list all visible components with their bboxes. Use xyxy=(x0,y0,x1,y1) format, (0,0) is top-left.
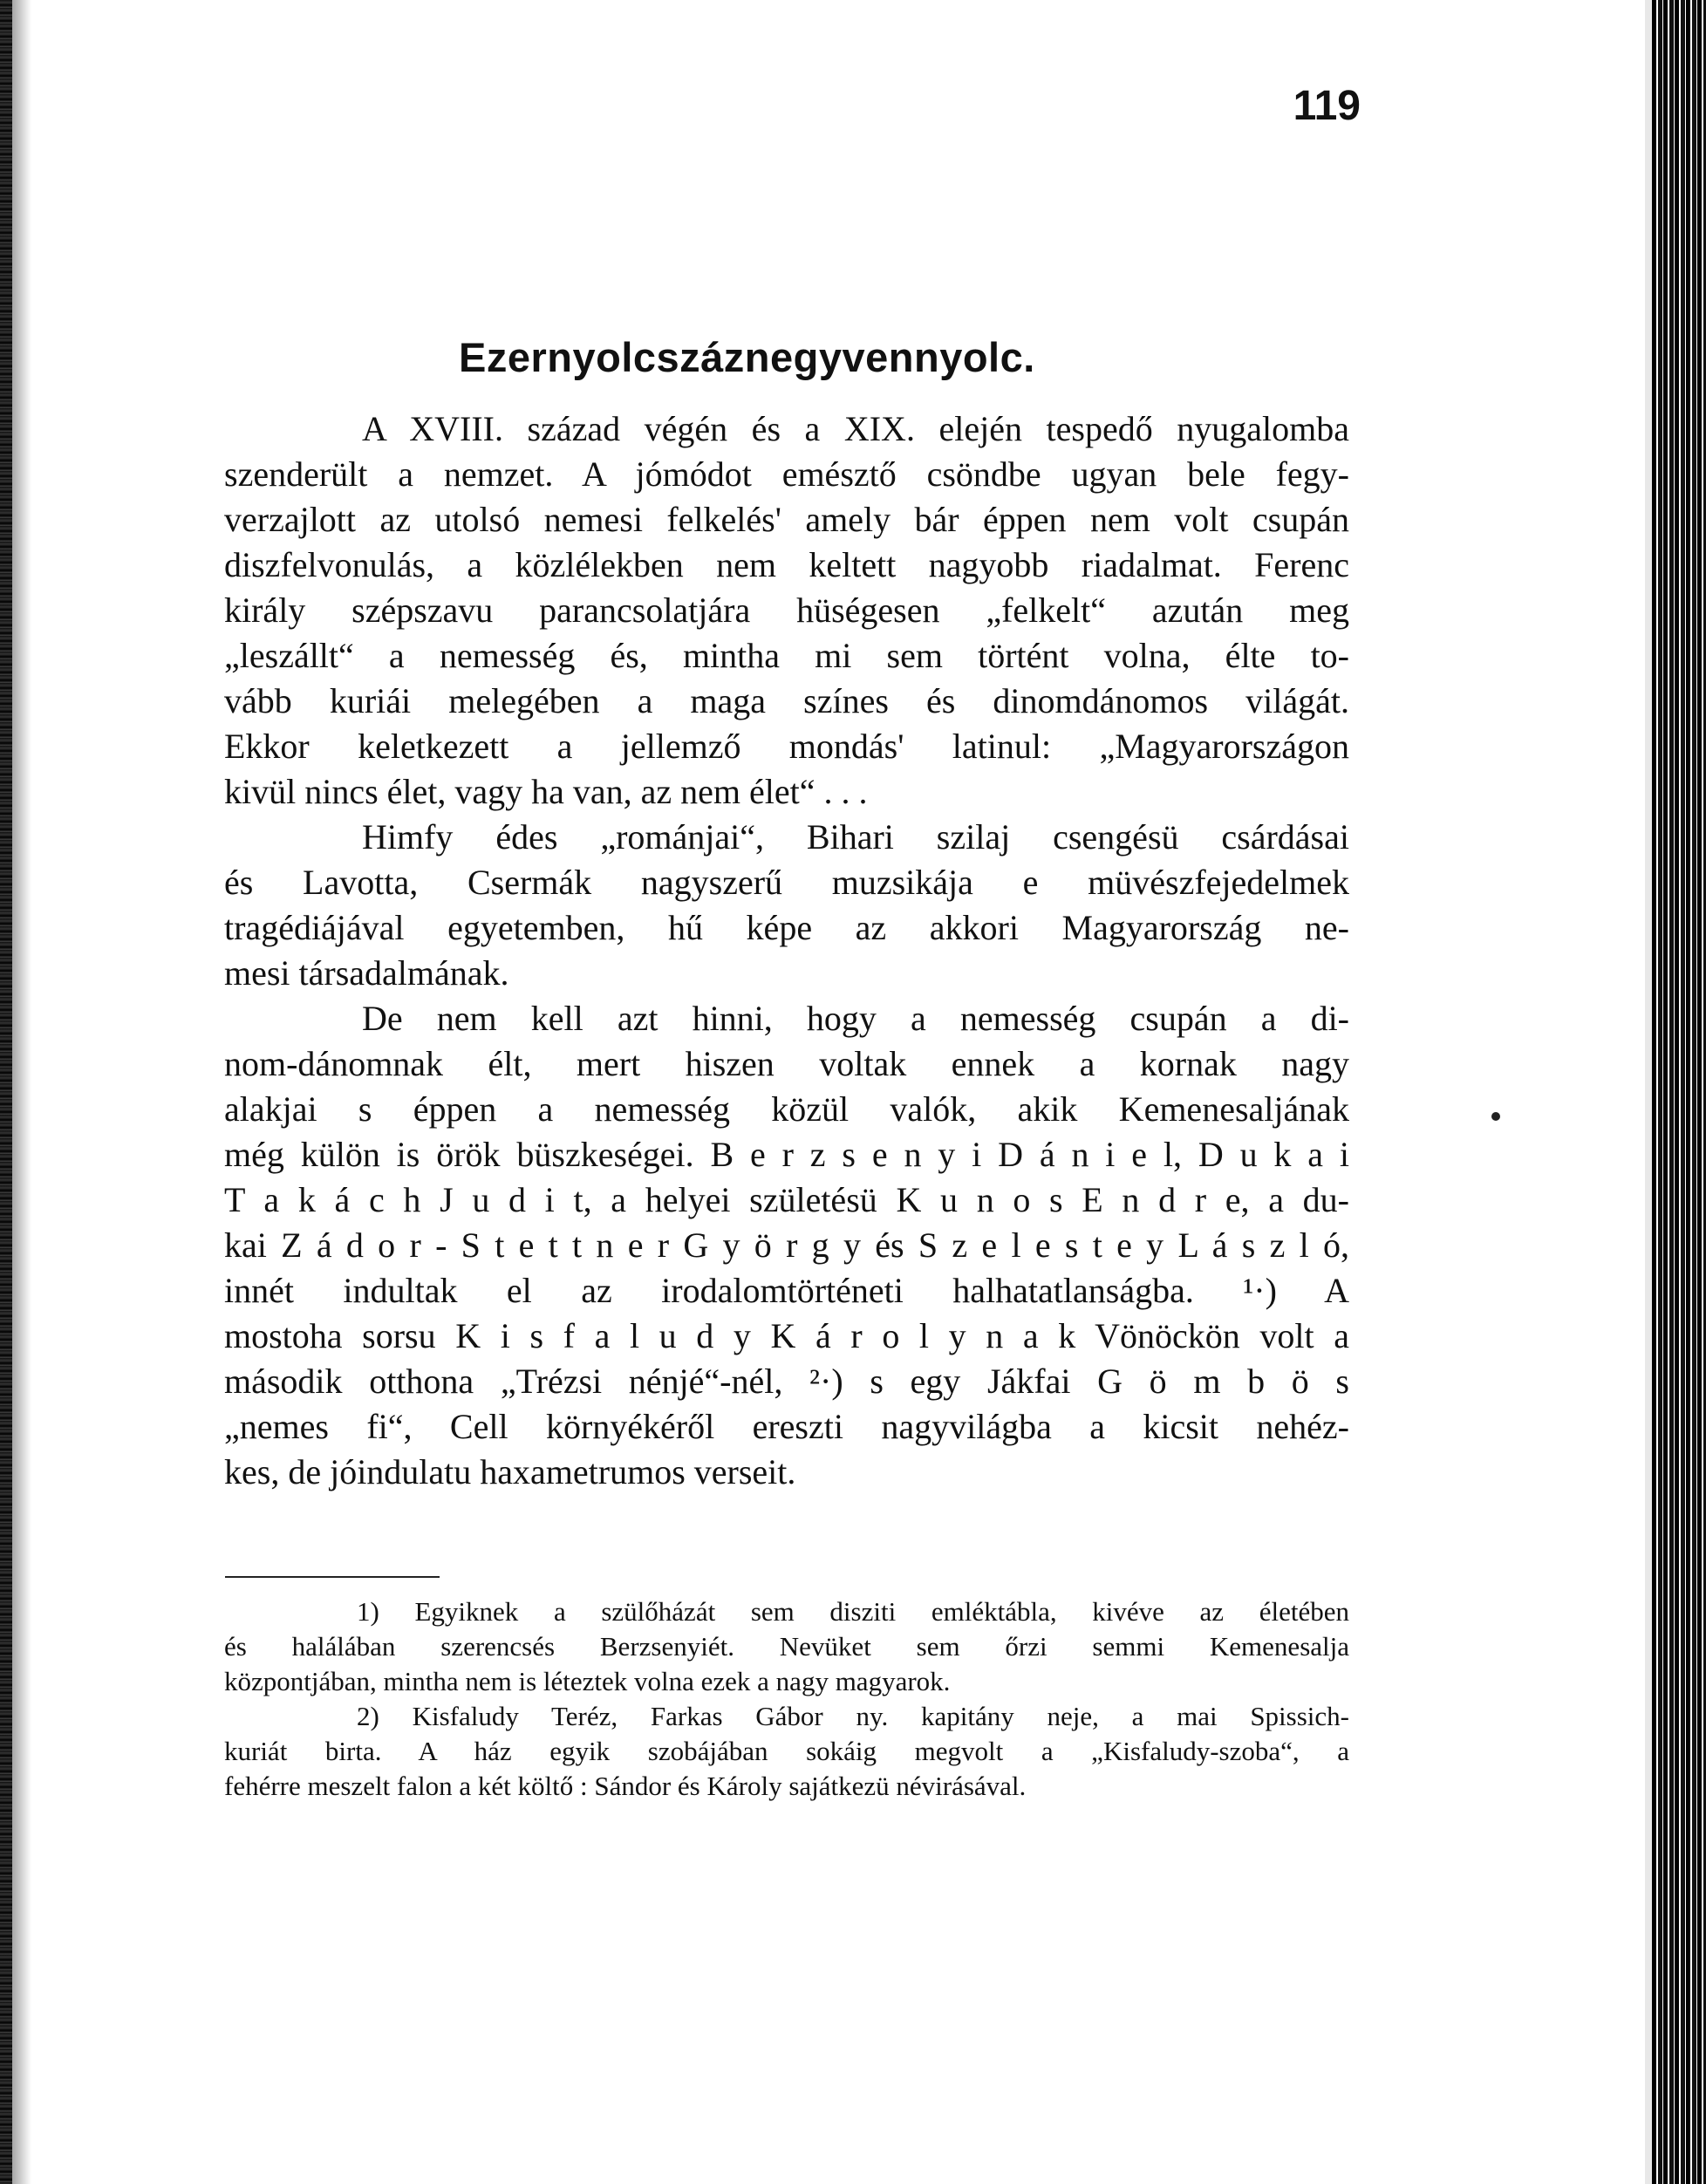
body-line: A XVIII. század végén és a XIX. elején tespedő nyugalomba xyxy=(362,409,1349,448)
footnote-line: és halálában szerencsés Berzsenyiét. Nevüket sem őrzi semmi Kemenesalja xyxy=(224,1631,1349,1662)
body-line: De nem kell azt hinni, hogy a nemesség csupán a di- xyxy=(362,999,1349,1038)
body-line: még külön is örök büszkeségei. B e r z s e n y i D á n i e l, D u k a i xyxy=(224,1135,1349,1174)
body-line: innét indultak el az irodalomtörténeti halhatatlanságba. ¹·) A xyxy=(224,1271,1349,1310)
footnote-separator xyxy=(225,1576,440,1578)
body-line: király szépszavu parancsolatjára hüségesen „felkelt“ azután meg xyxy=(224,590,1349,630)
body-line: kivül nincs élet, vagy ha van, az nem élet“ . . . xyxy=(224,772,868,811)
chapter-title: Ezernyolcszáznegyvennyolc. xyxy=(459,334,1035,380)
body-text xyxy=(224,406,1349,1495)
footnote-line: központjában, mintha nem is léteztek volna ezek a nagy magyarok. xyxy=(224,1666,951,1696)
body-line: „leszállt“ a nemesség és, mintha mi sem történt volna, élte to- xyxy=(224,636,1349,675)
footnote-line: kuriát birta. A ház egyik szobájában sokáig megvolt a „Kisfaludy-szoba“, a xyxy=(224,1736,1349,1766)
scan-speck xyxy=(1491,1112,1500,1121)
body-line: verzajlott az utolsó nemesi felkelés' amely bár éppen nem volt csupán xyxy=(224,500,1349,539)
body-line: alakjai s éppen a nemesség közül valók, akik Kemenesaljának xyxy=(224,1089,1349,1129)
footnote-line: fehérre meszelt falon a két költő : Sándor és Károly sajátkezü névirásával. xyxy=(224,1771,1027,1801)
body-line: tragédiájával egyetemben, hű képe az akkori Magyarország ne- xyxy=(224,908,1349,947)
page-edge-band-right xyxy=(1645,0,1652,2184)
body-line: nom-dánomnak élt, mert hiszen voltak ennek a kornak nagy xyxy=(224,1044,1349,1083)
body-line: mesi társadalmának. xyxy=(224,953,509,993)
footnote-line: 1) Egyiknek a szülőházát sem disziti emléktábla, kivéve az életében xyxy=(357,1596,1349,1627)
page-number: 119 xyxy=(1293,83,1361,129)
body-line: kai Z á d o r - S t e t t n e r G y ö r g y és S z e l e s t e y L á s z l ó, xyxy=(224,1225,1349,1265)
binding-edge-right xyxy=(1652,0,1706,2184)
binding-shadow-left xyxy=(12,0,31,2184)
body-line: és Lavotta, Csermák nagyszerű muzsikája e müvészfejedelmek xyxy=(224,863,1349,902)
body-line: „nemes fi“, Cell környékéről ereszti nagyvilágba a kicsit nehéz- xyxy=(224,1407,1349,1446)
body-line: T a k á c h J u d i t, a helyei születésü K u n o s E n d r e, a du- xyxy=(224,1180,1349,1219)
body-line: második otthona „Trézsi nénjé“-nél, ²·) s egy Jákfai G ö m b ö s xyxy=(224,1362,1349,1401)
body-line: kes, de jóindulatu haxametrumos verseit. xyxy=(224,1452,796,1491)
body-line: mostoha sorsu K i s f a l u d y K á r o l y n a k Vönöckön volt a xyxy=(224,1316,1349,1355)
body-line: vább kuriái melegében a maga színes és dinomdánomos világát. xyxy=(224,681,1349,720)
body-line: Himfy édes „románjai“, Bihari szilaj csengésü csárdásai xyxy=(362,817,1349,857)
body-line: Ekkor keletkezett a jellemző mondás' latinul: „Magyarországon xyxy=(224,727,1349,766)
body-line: diszfelvonulás, a közlélekben nem keltett nagyobb riadalmat. Ferenc xyxy=(224,545,1349,584)
binding-edge-left xyxy=(0,0,12,2184)
body-line: szenderült a nemzet. A jómódot emésztő csöndbe ugyan bele fegy- xyxy=(224,454,1349,494)
footnotes xyxy=(224,1594,1349,1804)
footnote-line: 2) Kisfaludy Teréz, Farkas Gábor ny. kapitány neje, a mai Spissich- xyxy=(357,1701,1349,1731)
